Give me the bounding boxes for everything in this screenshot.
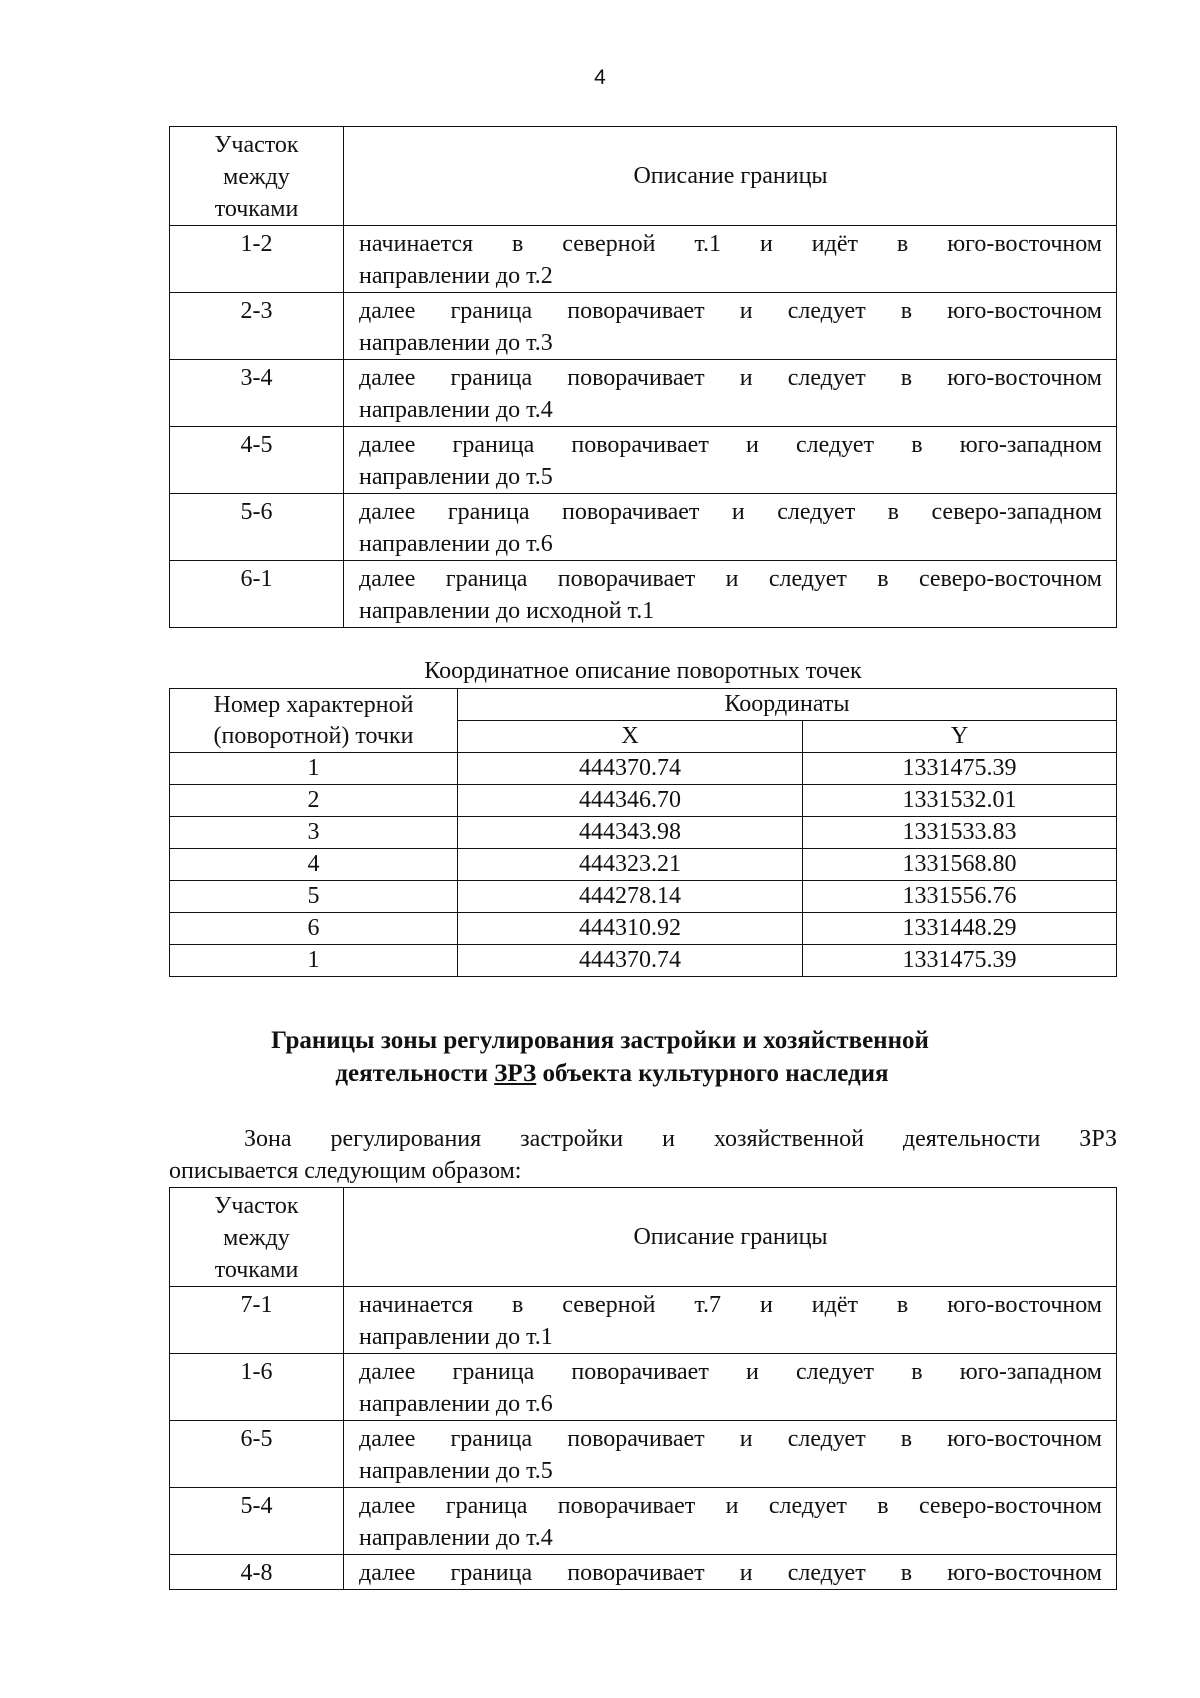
description-cell <box>344 1421 1117 1488</box>
point-number-cell: 2 <box>170 785 458 817</box>
description-line-2: направлении до т.5 <box>359 464 553 490</box>
x-coordinate-cell: 444323.21 <box>458 849 803 881</box>
description-line-2: направлении до т.6 <box>359 531 553 557</box>
table-row <box>170 494 1117 561</box>
table-row <box>170 1555 1117 1590</box>
description-line-1: начинается в северной т.7 и идёт в юго-восточном <box>359 1292 1102 1318</box>
table-row <box>170 849 1117 881</box>
description-cell <box>344 293 1117 360</box>
description-line-2: направлении до т.2 <box>359 263 553 289</box>
table-row <box>170 785 1117 817</box>
description-cell <box>344 561 1117 628</box>
description-line-2: направлении до т.1 <box>359 1324 553 1350</box>
intro-paragraph: Зона регулирования застройки и хозяйственной деятельности ЗРЗ описывается следующим образом: <box>169 1126 1117 1184</box>
table-row <box>170 226 1117 293</box>
segment-cell: 3-4 <box>170 360 344 427</box>
point-number-cell: 1 <box>170 945 458 977</box>
description-line-1: далее граница поворачивает и следует в юго-восточном <box>359 1426 1102 1452</box>
segment-cell: 4-8 <box>170 1555 344 1590</box>
point-number-header: Номер характерной (поворотной) точки <box>170 689 458 753</box>
y-coordinate-cell: 1331556.76 <box>803 881 1117 913</box>
description-line-2: направлении до т.6 <box>359 1391 553 1417</box>
x-coordinate-cell: 444370.74 <box>458 753 803 785</box>
point-number-cell: 4 <box>170 849 458 881</box>
table-row <box>170 945 1117 977</box>
description-line-1: далее граница поворачивает и следует в северо-западном <box>359 499 1102 525</box>
segment-cell: 4-5 <box>170 427 344 494</box>
y-coordinate-cell: 1331475.39 <box>803 753 1117 785</box>
segment-cell: 5-4 <box>170 1488 344 1555</box>
table-row <box>170 1488 1117 1555</box>
x-coordinate-cell: 444346.70 <box>458 785 803 817</box>
point-number-cell: 5 <box>170 881 458 913</box>
description-line-1: далее граница поворачивает и следует в северо-восточном <box>359 1493 1102 1519</box>
y-coordinate-cell: 1331533.83 <box>803 817 1117 849</box>
table-row <box>170 1287 1117 1354</box>
boundary-table-2 <box>169 1187 1117 1590</box>
description-cell <box>344 1488 1117 1555</box>
description-cell <box>344 1354 1117 1421</box>
heading-line-2: деятельности ЗРЗ объекта культурного наследия <box>335 1060 889 1087</box>
table-row <box>170 360 1117 427</box>
segment-header: Участок между точками <box>170 1188 344 1287</box>
segment-cell: 1-2 <box>170 226 344 293</box>
description-header: Описание границы <box>344 1188 1117 1287</box>
segment-cell: 2-3 <box>170 293 344 360</box>
table-row <box>170 753 1117 785</box>
y-coordinate-cell: 1331475.39 <box>803 945 1117 977</box>
x-coordinate-cell: 444310.92 <box>458 913 803 945</box>
table-row <box>170 1421 1117 1488</box>
description-cell <box>344 427 1117 494</box>
segment-cell: 7-1 <box>170 1287 344 1354</box>
description-cell <box>344 1555 1117 1590</box>
coordinates-table <box>169 688 1117 977</box>
x-header: X <box>458 721 803 753</box>
coordinates-caption: Координатное описание поворотных точек <box>424 658 862 684</box>
description-line-1: далее граница поворачивает и следует в юго-восточном <box>359 298 1102 324</box>
section-heading <box>0 1024 1200 1090</box>
description-line-2: направлении до т.3 <box>359 330 553 356</box>
description-line-2: направлении до т.4 <box>359 1525 553 1551</box>
table-row <box>170 427 1117 494</box>
segment-cell: 6-1 <box>170 561 344 628</box>
heading-line-1: Границы зоны регулирования застройки и хозяйственной <box>271 1027 929 1054</box>
description-line-1: далее граница поворачивает и следует в юго-восточном <box>359 365 1102 391</box>
segment-cell: 1-6 <box>170 1354 344 1421</box>
description-line-2: направлении до т.5 <box>359 1458 553 1484</box>
x-coordinate-cell: 444343.98 <box>458 817 803 849</box>
point-number-cell: 6 <box>170 913 458 945</box>
table-row <box>170 881 1117 913</box>
x-coordinate-cell: 444278.14 <box>458 881 803 913</box>
segment-cell: 6-5 <box>170 1421 344 1488</box>
table-row <box>170 1354 1117 1421</box>
segment-header: Участок между точками <box>170 127 344 226</box>
y-header: Y <box>803 721 1117 753</box>
table-row <box>170 817 1117 849</box>
y-coordinate-cell: 1331568.80 <box>803 849 1117 881</box>
table-row <box>170 913 1117 945</box>
segment-cell: 5-6 <box>170 494 344 561</box>
description-cell <box>344 1287 1117 1354</box>
description-line-1: далее граница поворачивает и следует в юго-восточном <box>359 1560 1102 1586</box>
y-coordinate-cell: 1331532.01 <box>803 785 1117 817</box>
zone-abbreviation: ЗРЗ <box>494 1060 537 1087</box>
description-line-2: направлении до исходной т.1 <box>359 598 655 624</box>
boundary-table-1 <box>169 126 1117 628</box>
description-line-1: далее граница поворачивает и следует в юго-западном <box>359 432 1102 458</box>
page-number: 4 <box>594 66 606 89</box>
description-cell <box>344 226 1117 293</box>
description-line-2: направлении до т.4 <box>359 397 553 423</box>
description-cell <box>344 494 1117 561</box>
description-line-1: далее граница поворачивает и следует в северо-восточном <box>359 566 1102 592</box>
coordinates-header: Координаты <box>458 689 1117 721</box>
x-coordinate-cell: 444370.74 <box>458 945 803 977</box>
y-coordinate-cell: 1331448.29 <box>803 913 1117 945</box>
table-row <box>170 293 1117 360</box>
description-line-1: далее граница поворачивает и следует в юго-западном <box>359 1359 1102 1385</box>
point-number-cell: 3 <box>170 817 458 849</box>
description-line-1: начинается в северной т.1 и идёт в юго-восточном <box>359 231 1102 257</box>
description-cell <box>344 360 1117 427</box>
point-number-cell: 1 <box>170 753 458 785</box>
table-row <box>170 561 1117 628</box>
description-header: Описание границы <box>344 127 1117 226</box>
